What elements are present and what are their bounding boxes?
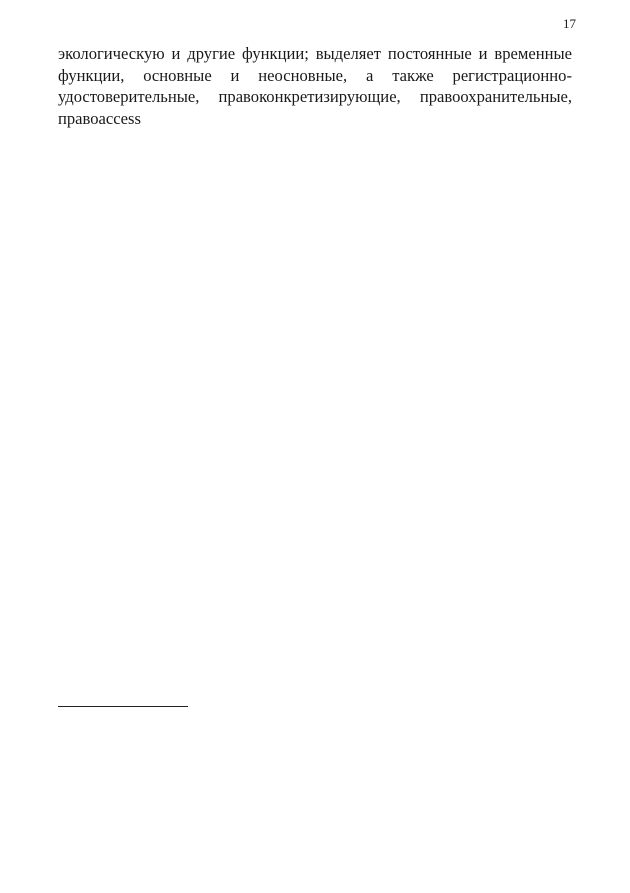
- footnote-divider: [58, 706, 188, 707]
- main-text: [58, 43, 572, 129]
- page-number: 17: [563, 16, 576, 31]
- paragraph: [58, 43, 572, 129]
- text-span: экологическую и другие функции; выделяет постоянные и временные функции, основные и неосновные, а также регистрационно-удостоверительные, правоконкретизирующие, правоохранительные, правоaccess: [58, 44, 572, 128]
